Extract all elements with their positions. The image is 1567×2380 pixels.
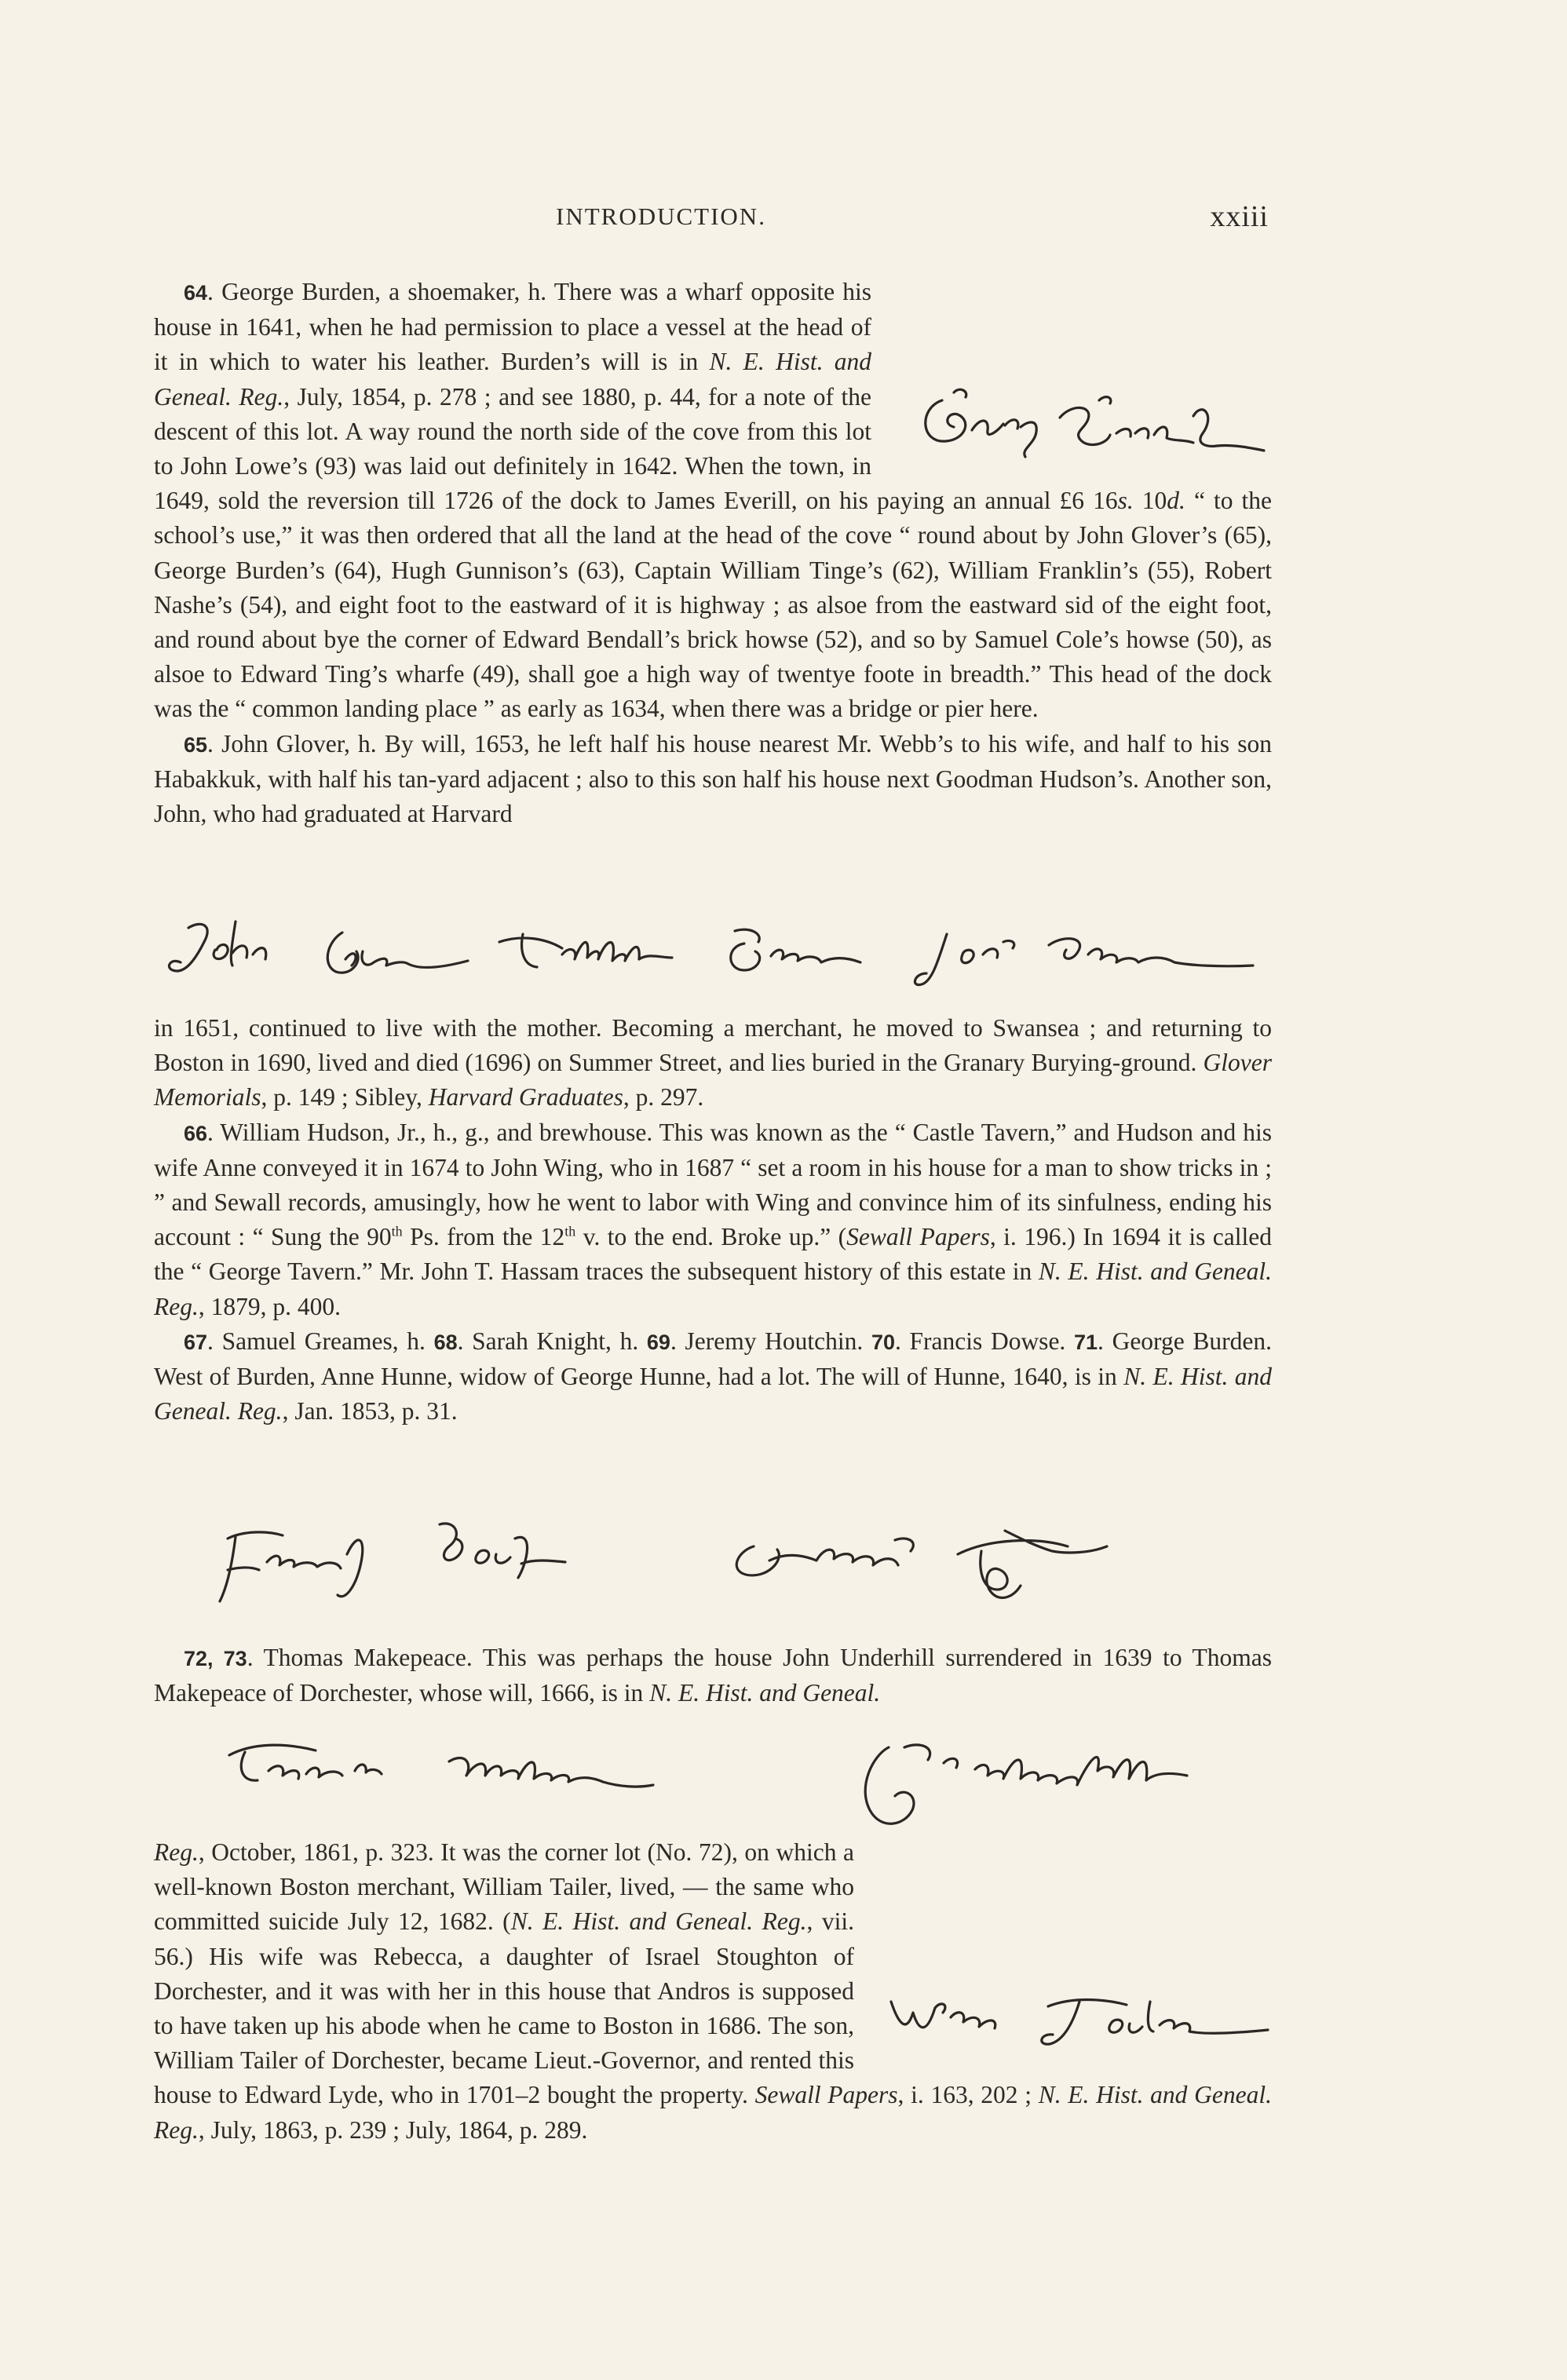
entry-number: 72, 73 [184,1647,247,1670]
paragraph-72-73-continued: Reg., October, 1861, p. 323. It was the corner lot (No. 72), on which a well-known Boston merchant, William Tailer, lived, — the same who committed suicide July 12, 1682. (N. E. Hist. and Geneal. Reg., vii. 56.) His wife was Rebecca, a daughter of Israel Stoughton of Dorchester, and it was with her in this house that Andros is supposed to have taken up his abode when he came to Boston in 1686. The son, William Tailer of Dorchester, became Lieut.-Governor, and rented this house to Edward Lyde, who in 1701–2 bought the property. Sewall Papers, i. 163, 202 ; N. E. Hist. and Geneal. Reg., July, 1863, p. 239 ; July, 1864, p. 289. [154,1838,1272,2144]
paragraph-66: 66. William Hudson, Jr., h., g., and brewhouse. This was known as the “ Castle Tavern,” and Hudson and his wife Anne conveyed it in 1674 to John Wing, who in 1687 “ set a room in his house for a man to show tricks in ; ” and Sewall records, amusingly, how he went to labor with Wing and convince him of its sinfulness, ending his account : “ Sung the 90th Ps. from the 12th v. to the end. Broke up.” (Sewall Papers, i. 196.) In 1694 it is called the “ George Tavern.” Mr. John T. Hassam traces the subsequent history of this estate in N. E. Hist. and Geneal. Reg., 1879, p. 400. [154,1118,1273,1320]
entry-number: 64 [184,281,208,305]
text-block-1 [154,275,1272,831]
paragraph-64: 64. George Burden, a shoemaker, h. There was a wharf opposite his house in 1641, when he had permission to place a vessel at the head of it in which to water his leather. Burden’s will is in N. E. Hist. and Geneal. Reg., July, 1854, p. 278 ; and see 1880, p. 44, for a note of the descent of this lot. A way round the north side of the cove from this lot to John Lowe’s (93) was laid out definitely in 1642. When the town, in 1649, sold the reversion till 1726 of the dock to James Everill, on his paying an annual £6 16s. 10d. “ to the school’s use,” it was then ordered that all the land at the head of the cove “ round about by John Glover’s (65), George Burden’s (64), Hugh Gunnison’s (63), Captain William Tinge’s (62), William Franklin’s (55), Robert Nashe’s (54), and eight foot to the eastward of it is highway ; as alsoe from the eastward sid of the eight foot, and round about bye the corner of Edward Bendall’s brick howse (52), and so by Samuel Cole’s howse (50), as alsoe to Edward Ting’s wharfe (49), shall goe a high way of twentye foote in breadth.” This head of the dock was the “ common landing place ” as early as 1634, when there was a bridge or pier here. [154,278,1273,723]
signatures-dowse-hunne [204,1507,1288,1641]
signature-wm-tailer [875,1978,1284,2064]
running-head-title: INTRODUCTION. [556,203,766,230]
paragraph-72-73: 72, 73. Thomas Makepeace. This was perhaps the house John Underhill surrendered in 1639 to Thomas Makepeace of Dorchester, whose will, 1666, is in N. E. Hist. and Geneal. [154,1644,1272,1707]
entry-number: 65 [184,732,208,757]
entry-number: 66 [184,1121,208,1145]
text-block-3 [154,1641,1272,1710]
running-head [154,198,1269,237]
page-number: xxiii [1210,200,1269,233]
paragraph-65: 65. John Glover, h. By will, 1653, he left half his house nearest Mr. Webb’s to his wife, and half to his son Habakkuk, with half his tan-yard adjacent ; also to this son half his house next Goodman Hudson’s. Another son, John, who had graduated at Harvard [154,729,1272,828]
text-block-2 [154,1011,1272,1429]
paragraph-65-continued: in 1651, continued to live with the mother. Becoming a merchant, he moved to Swansea ; and returning to Boston in 1690, lived and died (1696) on Summer Street, and lies buried in the Granary Burying-ground. Glover Memorials, p. 149 ; Sibley, Harvard Graduates, p. 297. [154,1014,1272,1112]
signature-george-burden [911,369,1288,471]
signatures-makepeace-underhill [214,1724,1266,1842]
paragraph-67-71: 67. Samuel Greames, h. 68. Sarah Knight, h. 69. Jeremy Houtchin. 70. Francis Dowse. 71. George Burden. West of Burden, Anne Hunne, widow of George Hunne, had a lot. The will of Hunne, 1640, is in N. E. Hist. and Geneal. Reg., Jan. 1853, p. 31. [154,1327,1272,1425]
signatures-glover-family [154,911,1284,1005]
